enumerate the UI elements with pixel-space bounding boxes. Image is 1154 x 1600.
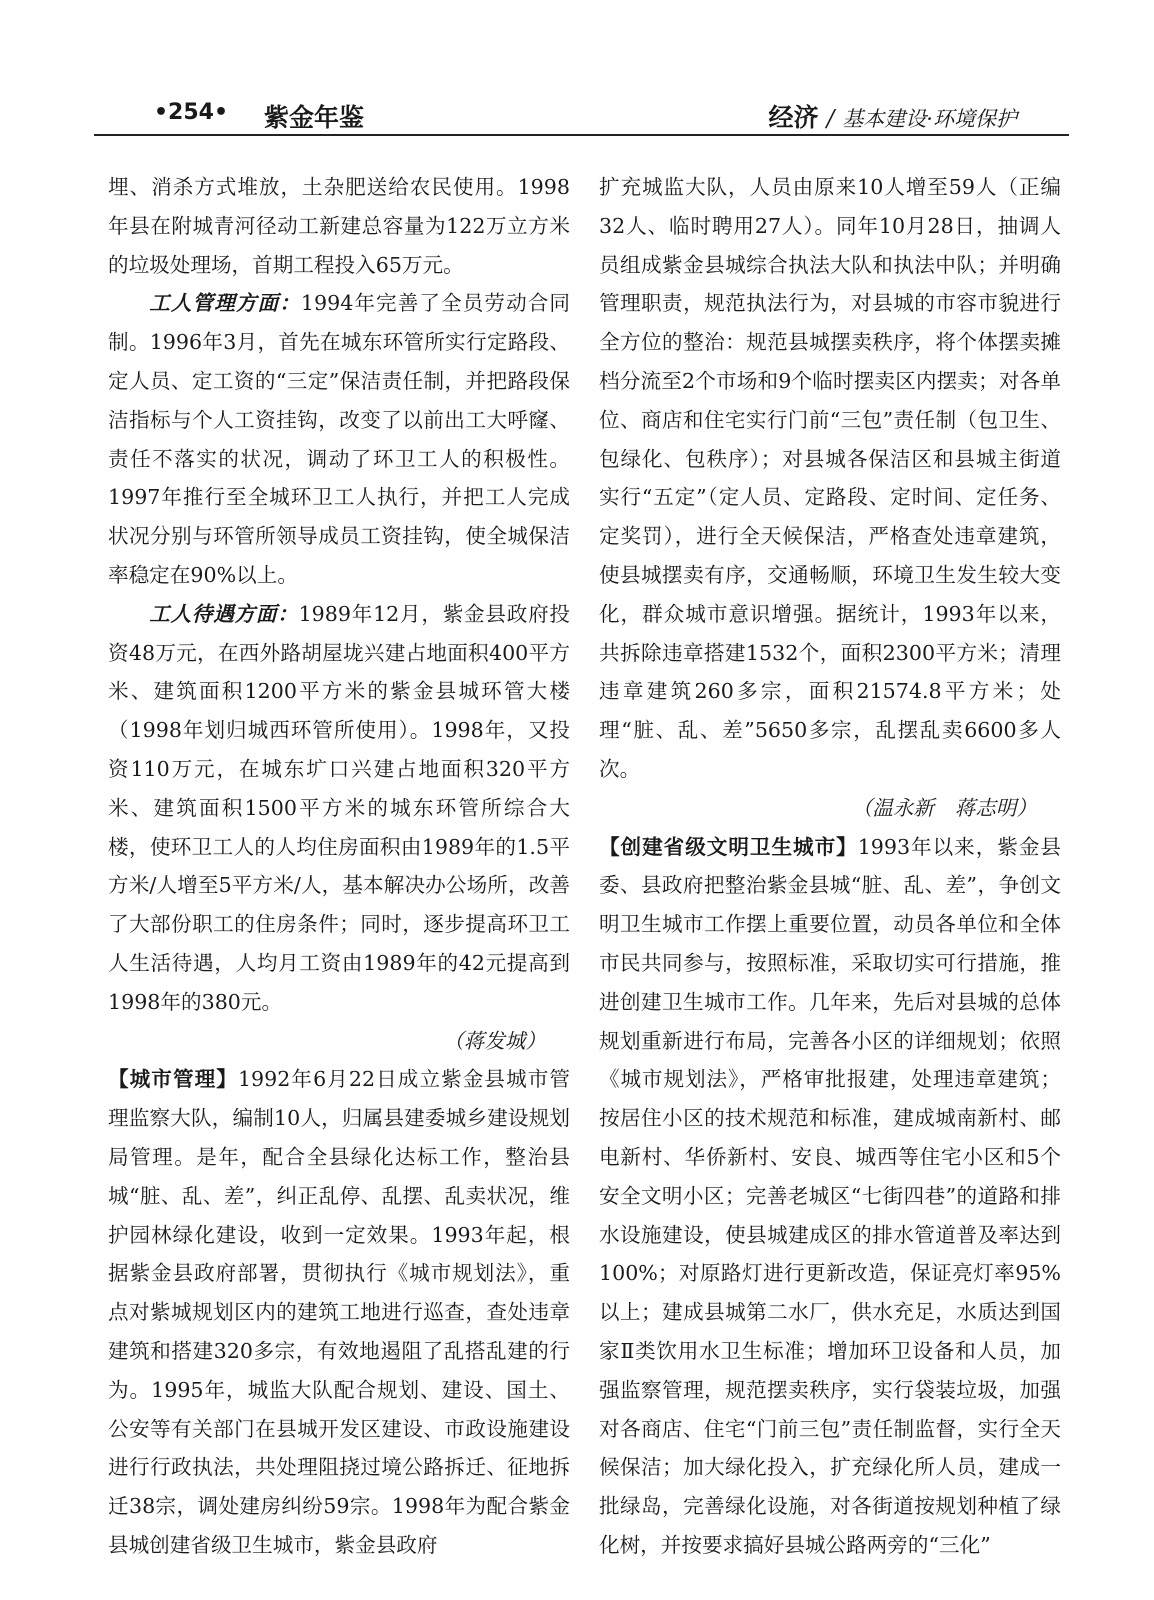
book-title: 紫金年鉴 xyxy=(264,103,365,132)
paragraph-body: 1993年以来，紫金县委、县政府把整治紫金县城“脏、乱、差”，争创文明卫生城市工作摆上重要位置，动员各单位和全体市民共同参与，按照标准，采取切实可行措施，推进创建卫生城市工作。几年来，先后对县城的总体规划重新进行布局，完善各小区的详细规划；依照《城市规划法》，严格审批报建，处理违章建筑；按居住小区的技术规范和标准，建成城南新村、邮电新村、华侨新村、安良、城西等住宅小区和5个安全文明小区；完善老城区“七街四巷”的道路和排水设施建设，使县城建成区的排水管道普及率达到100%；对原路灯进行更新改造，保证亮灯率95%以上；建成县城第二水厂，供水充足，水质达到国家Ⅱ类饮用水卫生标准；增加环卫设备和人员，加强监察管理，规范摆卖秩序，实行袋装垃圾，加强对各商店、住宅“门前三包”责任制监督，实行全天候保洁；加大绿化投入，扩充绿化所人员，建成一批绿岛，完善绿化设施，对各街道按规划种植了绿化树，并按要求搞好县城公路两旁的“三化” xyxy=(599,834,1061,1557)
paragraph-body: 1989年12月，紫金县政府投资48万元，在西外路胡屋垅兴建占地面积400平方米、建筑面积1200平方米的紫金县城环管大楼（1998年划归城西环管所使用）。1998年，又投资110万元，在城东圹口兴建占地面积320平方米、建筑面积1500平方米的城东环管所综合大楼，使环卫工人的人均住房面积由1989年的1.5平方米/人增至5平方米/人，基本解决办公场所，改善了大部份职工的住房条件；同时，逐步提高环卫工人生活待遇，人均月工资由1989年的42元提高到1998年的380元。 xyxy=(108,601,570,1014)
left-column xyxy=(108,168,570,1573)
paragraph-city-management xyxy=(108,1060,570,1564)
paragraph-body: 1994年完善了全员劳动合同制。1996年3月，首先在城东环管所实行定路段、定人员、定工资的“三定”保洁责任制，并把路段保洁指标与个人工资挂钩，改变了以前出工大呼窿、责任不落实的状况，调动了环卫工人的积极性。1997年推行至全城环卫工人执行，并把工人完成状况分别与环管所领导成员工资挂钩，使全城保洁率稳定在90%以上。 xyxy=(108,291,570,587)
section-separator: / xyxy=(826,106,835,132)
page-header xyxy=(94,96,1069,136)
section-main: 经济 xyxy=(768,103,819,132)
paragraph-lead: 工人管理方面： xyxy=(149,291,301,316)
paragraph-worker-treatment xyxy=(108,595,570,1022)
right-column xyxy=(599,168,1061,1573)
header-rule xyxy=(94,134,1069,136)
paragraph: 扩充城监大队，人员由原来10人增至59人（正编32人、临时聘用27人）。同年10月28日，抽调人员组成紫金县城综合执法大队和执法中队；并明确管理职责，规范执法行为，对县城的市容市貌进行全方位的整治：规范县城摆卖秩序，将个体摆卖摊档分流至2个市场和9个临时摆卖区内摆卖；对各单位、商店和住宅实行门前“三包”责任制（包卫生、包绿化、包秩序）；对县城各保洁区和县城主街道实行“五定”（定人员、定路段、定时间、定任务、定奖罚），进行全天候保洁，严格查处违章建筑，使县城摆卖有序，交通畅顺，环境卫生发生较大变化，群众城市意识增强。据统计，1993年以来，共拆除违章搭建1532个，面积2300平方米；清理违章建筑260多宗，面积21574.8平方米；处理“脏、乱、差”5650多宗，乱摆乱卖6600多人次。 xyxy=(599,175,1061,781)
author-credit: （蒋发城） xyxy=(443,1028,546,1053)
paragraph-worker-management xyxy=(108,284,570,594)
section-sub: 基本建设·环境保护 xyxy=(842,107,1017,131)
paragraph-civilized-city xyxy=(599,828,1061,1565)
entry-title: 【城市管理】 xyxy=(108,1067,238,1092)
section-title xyxy=(769,98,1017,134)
entry-title: 【创建省级文明卫生城市】 xyxy=(599,834,858,859)
paragraph: 埋、消杀方式堆放，土杂肥送给农民使用。1998年县在附城青河径动工新建总容量为122万立方米的垃圾处理场，首期工程投入65万元。 xyxy=(108,175,570,277)
author-credit: （温永新 蒋志明） xyxy=(851,795,1037,820)
page-number: •254• xyxy=(154,100,229,125)
paragraph-body: 1992年6月22日成立紫金县城市管理监察大队，编制10人，归属县建委城乡建设规划局管理。是年，配合全县绿化达标工作，整治县城“脏、乱、差”，纠正乱停、乱摆、乱卖状况，维护园林绿化建设，收到一定效果。1993年起，根据紫金县政府部署，贯彻执行《城市规划法》，重点对紫城规划区内的建筑工地进行巡查，查处违章建筑和搭建320多宗，有效地遏阻了乱搭乱建的行为。1995年，城监大队配合规划、建设、国土、公安等有关部门在县城开发区建设、市政设施建设进行行政执法，共处理阻挠过境公路拆迁、征地拆迁38宗，调处建房纠纷59宗。1998年为配合紫金县城创建省级卫生城市，紫金县政府 xyxy=(108,1067,570,1557)
paragraph-lead: 工人待遇方面： xyxy=(149,601,299,626)
